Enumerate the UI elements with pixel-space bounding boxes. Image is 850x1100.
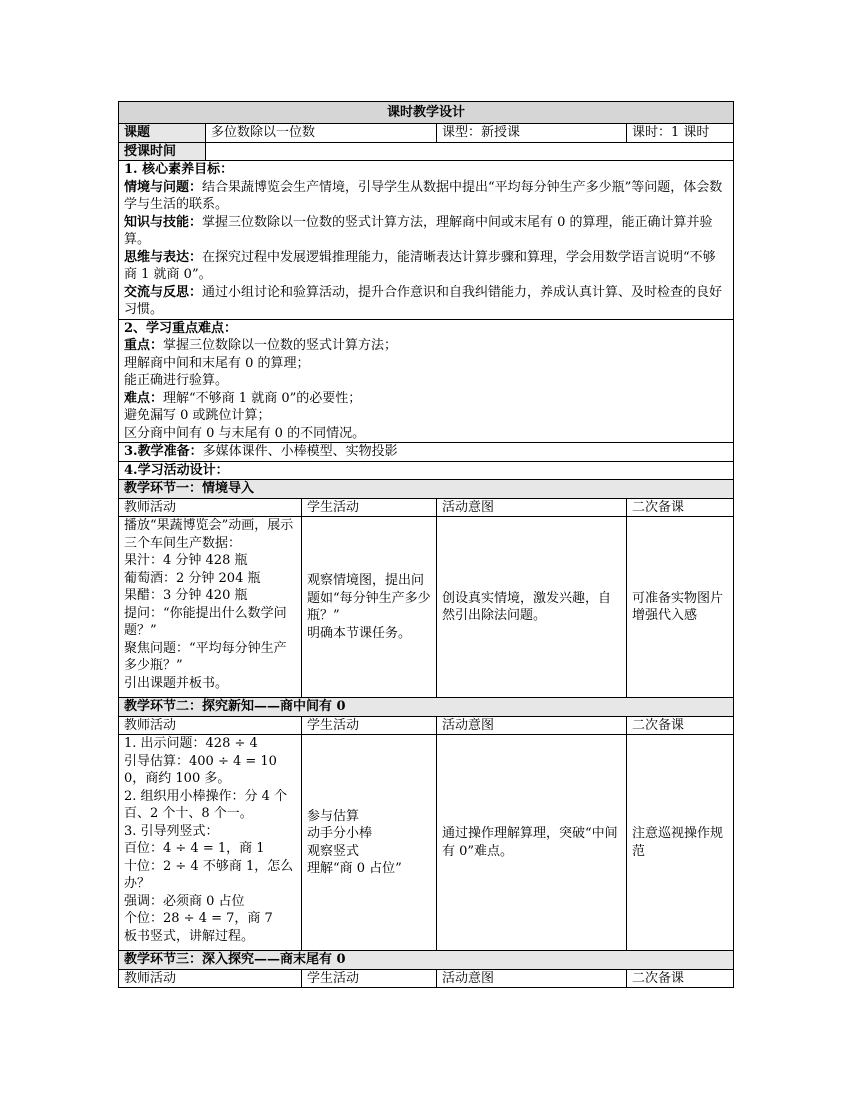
- difficulty-line: 难点：理解“不够商 1 就商 0”的必要性；: [124, 390, 362, 406]
- teacher-activity: 播放“果蔬博览会”动画，展示三个车间生产数据： 果汁：4 分钟 428 瓶 葡萄酒：2 分钟 204 瓶 果醋：3 分钟 420 瓶 提问：“你能提出什么数学问题？” 聚焦问题：“平均每分钟生产多少瓶？” 引出课题并板书。: [119, 517, 302, 698]
- col-teacher: 教师活动: [119, 716, 302, 735]
- goal-item: 知识与技能：掌握三位数除以一位数的竖式计算方法，理解商中间或末尾有 0 的算理，能正确计算并验算。: [124, 214, 713, 247]
- col-student: 学生活动: [302, 969, 437, 988]
- col-teacher: 教师活动: [119, 498, 302, 517]
- lesson-plan-table: [118, 101, 734, 988]
- key-points-heading: 2、学习重点难点：: [124, 320, 238, 336]
- goal-item: 情境与问题：结合果蔬博览会生产情境，引导学生从数据中提出“平均每分钟生产多少瓶”等问题，体会数学与生活的联系。: [124, 179, 723, 212]
- difficulty-line: 避免漏写 0 或跳位计算；: [124, 408, 271, 423]
- secondary-notes: 可准备实物图片增强代入感: [627, 517, 734, 698]
- activity-design-heading: 4.学习活动设计：: [119, 461, 734, 480]
- core-goals-cell: [119, 161, 734, 320]
- teaching-prep: 3.教学准备：多媒体课件、小棒模型、实物投影: [119, 443, 734, 462]
- column-header-row: [119, 969, 734, 988]
- focus-line: 能正确进行验算。: [124, 373, 229, 388]
- time-label: 授课时间: [119, 142, 206, 161]
- column-header-row: [119, 716, 734, 735]
- goals-heading: 1. 核心素养目标：: [124, 162, 234, 177]
- activity-intent: 创设真实情境，激发兴趣，自然引出除法问题。: [437, 517, 627, 698]
- lesson-value: 多位数除以一位数: [206, 124, 437, 143]
- section-title: 教学环节二：探究新知——商中间有 0: [119, 698, 734, 717]
- col-intent: 活动意图: [437, 969, 627, 988]
- goal-item: 交流与反思：通过小组讨论和验算活动，提升合作意识和自我纠错能力，养成认真计算、及时检查的良好习惯。: [124, 284, 723, 317]
- student-activity: 参与估算 动手分小棒 观察竖式 理解“商 0 占位”: [302, 735, 437, 951]
- focus-line: 重点：掌握三位数除以一位数的竖式计算方法；: [124, 338, 398, 353]
- section-content-row: [119, 735, 734, 951]
- focus-line: 理解商中间和末尾有 0 的算理；: [124, 355, 310, 371]
- column-header-row: [119, 498, 734, 517]
- col-intent: 活动意图: [437, 498, 627, 517]
- col-teacher: 教师活动: [119, 969, 302, 988]
- goal-item: 思维与表达：在探究过程中发展逻辑推理能力，能清晰表达计算步骤和算理，学会用数学语言说明“不够商 1 就商 0”。: [124, 249, 716, 282]
- section-content-row: [119, 517, 734, 698]
- col-notes: 二次备课: [627, 498, 734, 517]
- col-student: 学生活动: [302, 498, 437, 517]
- document-title: 课时教学设计: [119, 102, 734, 124]
- activity-intent: 通过操作理解算理，突破“中间有 0”难点。: [437, 735, 627, 951]
- lesson-label: 课题: [119, 124, 206, 143]
- lesson-type: 课型：新授课: [437, 124, 627, 143]
- col-notes: 二次备课: [627, 969, 734, 988]
- secondary-notes: 注意巡视操作规范: [627, 735, 734, 951]
- teacher-activity: 1. 出示问题：428 ÷ 4 引导估算：400 ÷ 4 = 100，商约 100 多。 2. 组织用小棒操作：分 4 个百、2 个十、8 个一。 3. 引导列竖式： 百位：4 ÷ 4 = 1，商 1 十位：2 ÷ 4 不够商 1，怎么办？ 强调：必须商 0 占位 个位：28 ÷ 4 = 7，商 7 板书竖式，讲解过程。: [119, 735, 302, 951]
- col-student: 学生活动: [302, 716, 437, 735]
- lesson-hours: 课时：1 课时: [627, 124, 734, 143]
- difficulty-line: 区分商中间有 0 与末尾有 0 的不同情况。: [124, 425, 366, 441]
- section-title: 教学环节一：情境导入: [119, 480, 734, 499]
- time-value: [206, 142, 734, 161]
- col-intent: 活动意图: [437, 716, 627, 735]
- key-points-cell: [119, 319, 734, 443]
- student-activity: 观察情境图，提出问题如“每分钟生产多少瓶？” 明确本节课任务。: [302, 517, 437, 698]
- section-title: 教学环节三：深入探究——商末尾有 0: [119, 951, 734, 970]
- col-notes: 二次备课: [627, 716, 734, 735]
